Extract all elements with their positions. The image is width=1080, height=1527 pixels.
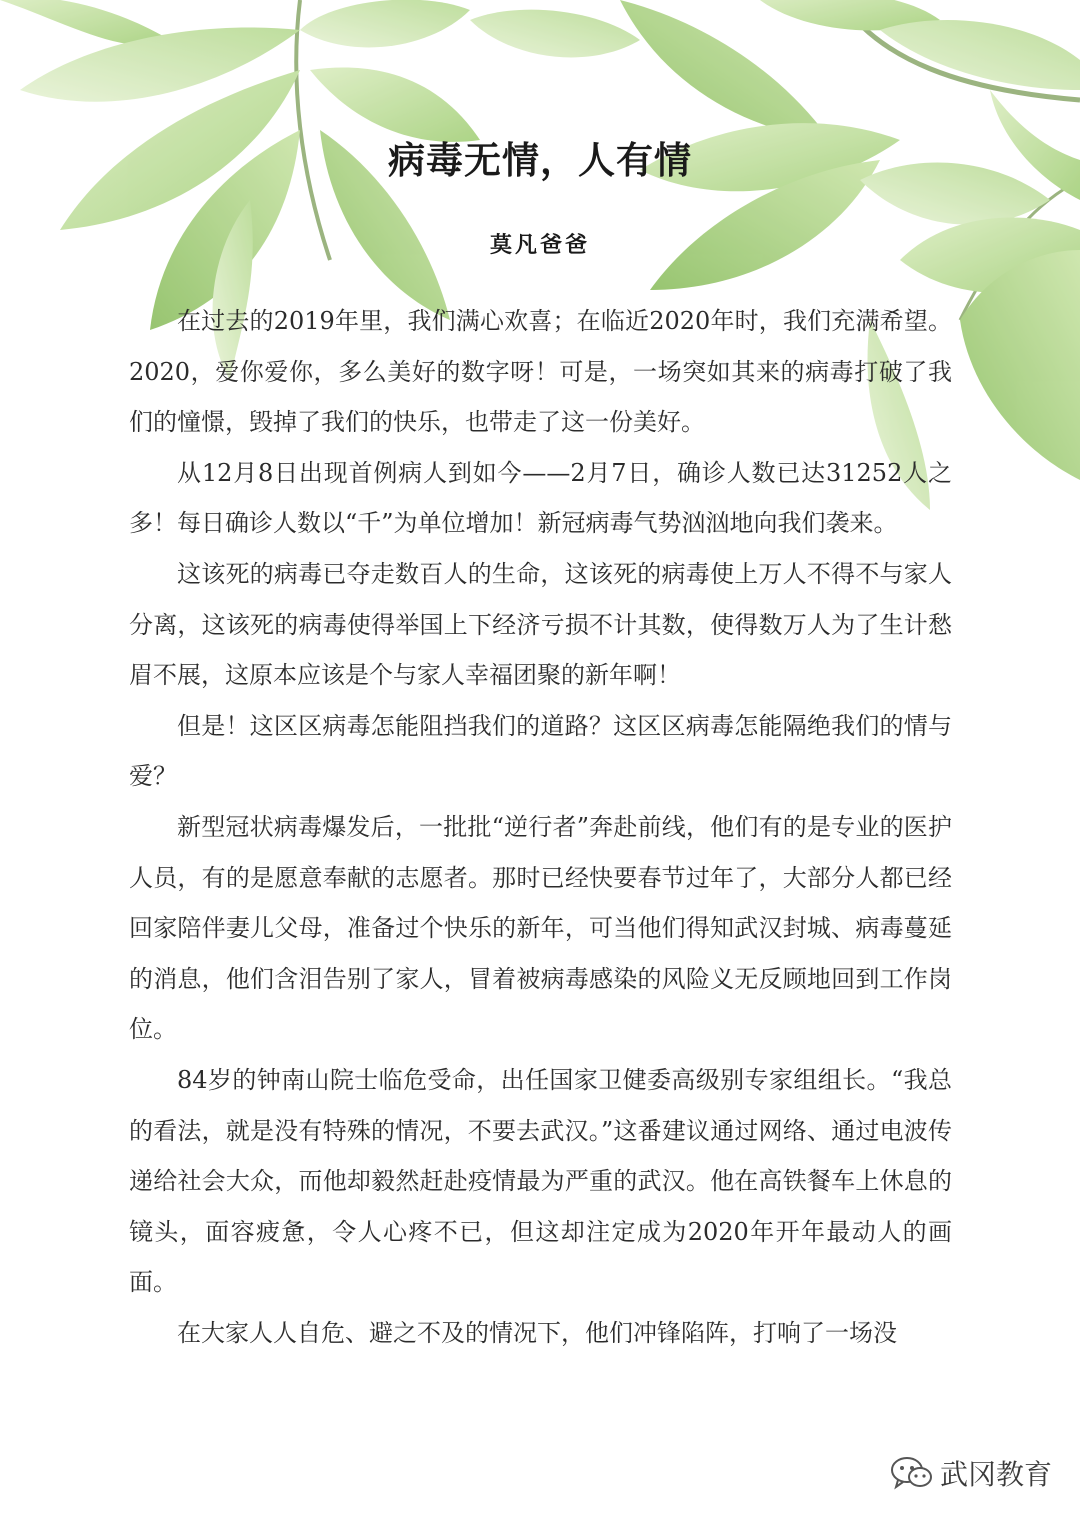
wechat-icon	[890, 1456, 934, 1490]
paragraph: 在大家人人自危、避之不及的情况下，他们冲锋陷阵，打响了一场没	[177, 1318, 897, 1347]
paragraph: 从12月8日出现首例病人到如今——2月7日，确诊人数已达31252人之多！每日确诊人数以“千”为单位增加！新冠病毒气势汹汹地向我们袭来。	[129, 458, 952, 538]
paragraph: 在过去的2019年里，我们满心欢喜；在临近2020年时，我们充满希望。2020，爱你爱你，多么美好的数字呀！可是，一场突如其来的病毒打破了我们的憧憬，毁掉了我们的快乐，也带走了这一份美好。	[129, 307, 952, 437]
paragraph: 这该死的病毒已夺走数百人的生命，这该死的病毒使上万人不得不与家人分离，这该死的病毒使得举国上下经济亏损不计其数，使得数万人为了生计愁眉不展，这原本应该是个与家人幸福团聚的新年啊！	[129, 559, 952, 690]
article-title: 病毒无情，人有情	[388, 138, 692, 182]
watermark-text: 武冈教育	[940, 1458, 1053, 1491]
paragraph: 84岁的钟南山院士临危受命，出任国家卫健委高级别专家组组长。“我总的看法，就是没有特殊的情况，不要去武汉。”这番建议通过网络、通过电波传递给社会大众，而他却毅然赶赴疫情最为严重的武汉。他在高铁餐车上休息的镜头，面容疲惫，令人心疼不已，但这却注定成为2020年开年最动人的画面。	[129, 1065, 952, 1297]
source-watermark	[890, 1453, 1052, 1493]
paragraph: 新型冠状病毒爆发后，一批批“逆行者”奔赴前线，他们有的是专业的医护人员，有的是愿意奉献的志愿者。那时已经快要春节过年了，大部分人都已经回家陪伴妻儿父母，准备过个快乐的新年，可当他们得知武汉封城、病毒蔓延的消息，他们含泪告别了家人，冒着被病毒感染的风险义无反顾地回到工作岗位。	[129, 812, 952, 1044]
article-author: 莫凡爸爸	[489, 232, 590, 258]
paragraph: 但是！这区区病毒怎能阻挡我们的道路？这区区病毒怎能隔绝我们的情与爱？	[129, 711, 952, 791]
article-body	[129, 296, 952, 1358]
